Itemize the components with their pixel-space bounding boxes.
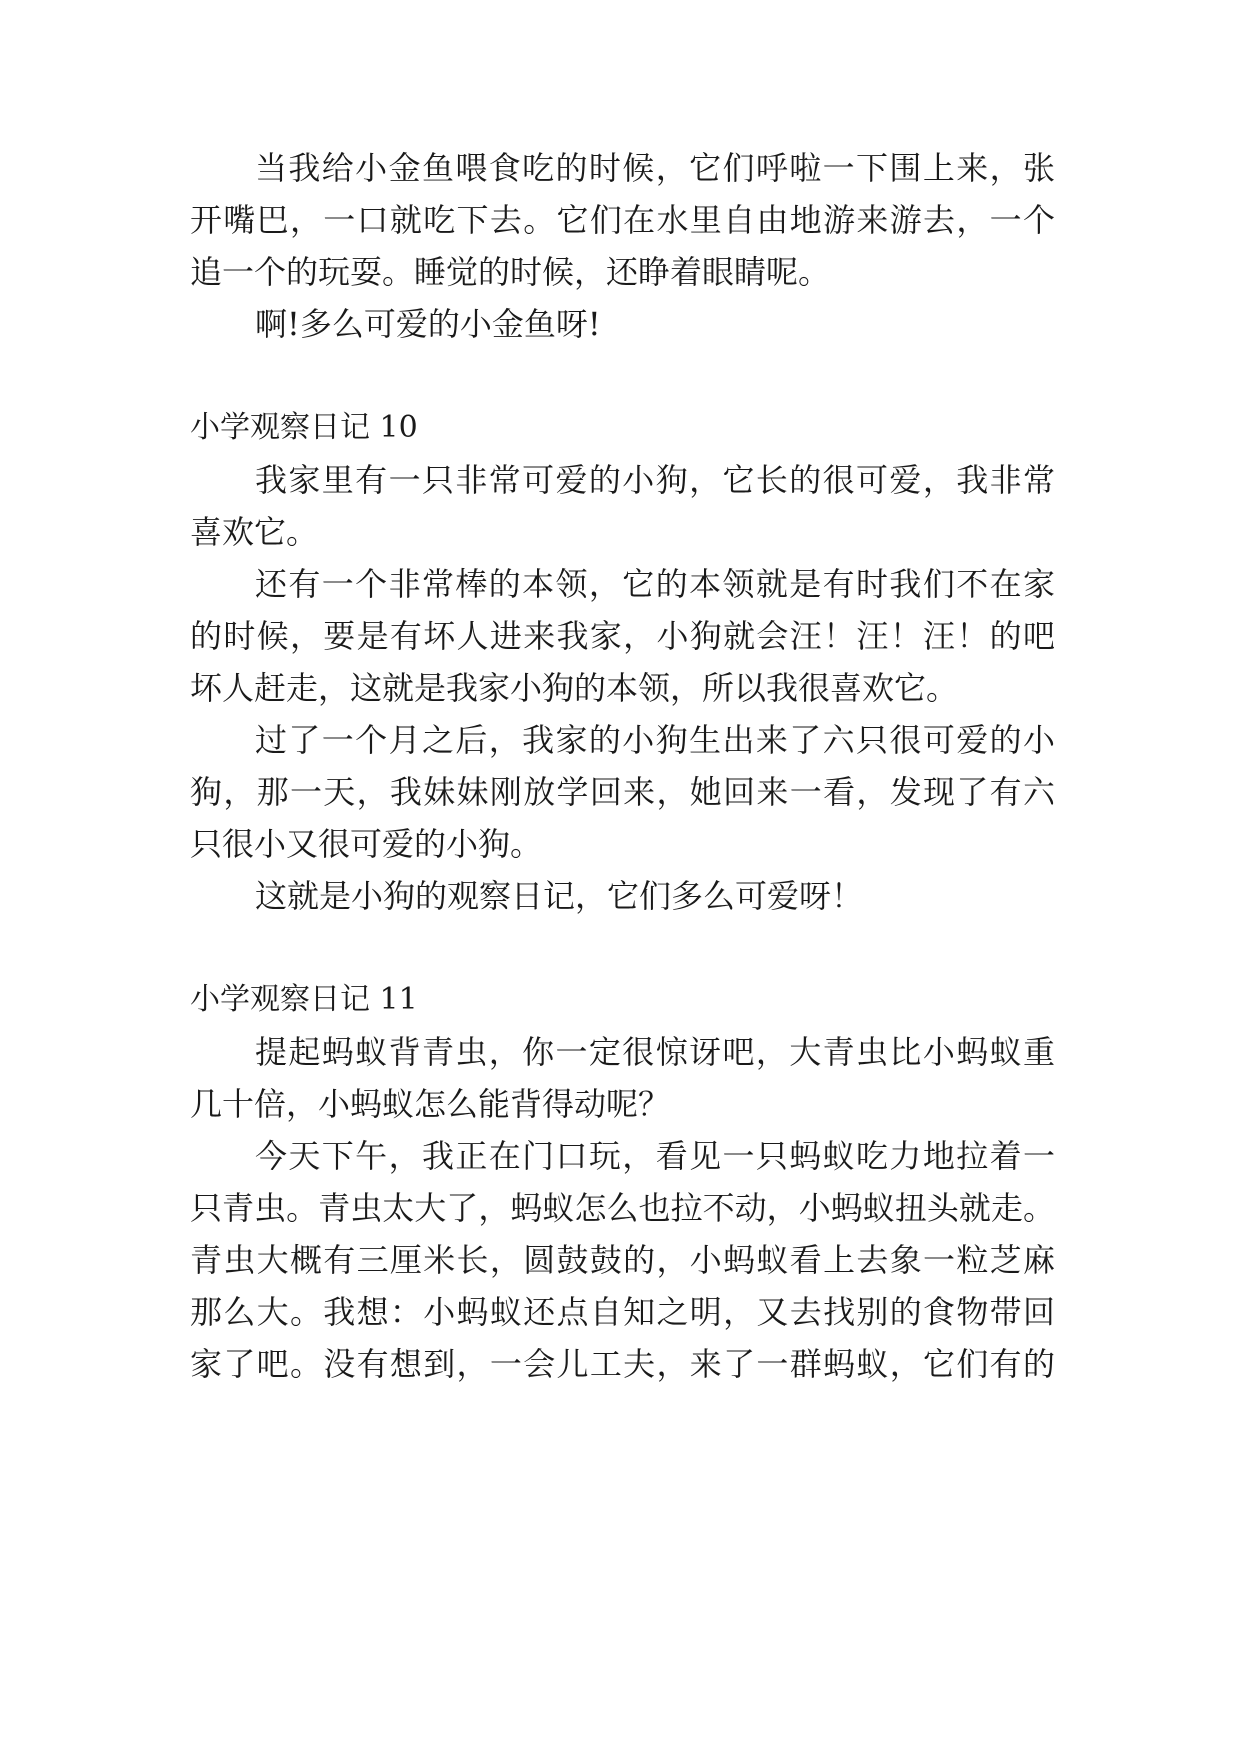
paragraph-line: 几十倍，小蚂蚁怎么能背得动呢？	[190, 1085, 671, 1123]
paragraph-line: 还有一个非常棒的本领，它的本领就是有时我们不在家	[255, 565, 1055, 603]
paragraph-line: 坏人赶走，这就是我家小狗的本领，所以我很喜欢它。	[190, 669, 959, 707]
paragraph-line: 今天下午，我正在门口玩，看见一只蚂蚁吃力地拉着一	[255, 1137, 1055, 1175]
section-title: 小学观察日记 10	[190, 410, 418, 445]
paragraph-line: 只很小又很可爱的小狗。	[190, 825, 543, 863]
paragraph-line: 的时候，要是有坏人进来我家，小狗就会汪！汪！汪！的吧	[190, 617, 1055, 655]
paragraph-line: 提起蚂蚁背青虫，你一定很惊讶吧，大青虫比小蚂蚁重	[255, 1033, 1055, 1071]
paragraph-line: 啊!多么可爱的小金鱼呀!	[255, 305, 601, 343]
paragraph-line: 只青虫。青虫太大了，蚂蚁怎么也拉不动，小蚂蚁扭头就走。	[190, 1189, 1055, 1227]
paragraph-line: 过了一个月之后，我家的小狗生出来了六只很可爱的小	[255, 721, 1055, 759]
paragraph-line: 那么大。我想：小蚂蚁还点自知之明，又去找别的食物带回	[190, 1293, 1055, 1331]
paragraph-line: 开嘴巴，一口就吃下去。它们在水里自由地游来游去，一个	[190, 201, 1055, 239]
paragraph-line: 当我给小金鱼喂食吃的时候，它们呼啦一下围上来，张	[255, 149, 1055, 187]
paragraph-line: 这就是小狗的观察日记，它们多么可爱呀！	[255, 877, 864, 915]
paragraph-line: 狗，那一天，我妹妹刚放学回来，她回来一看，发现了有六	[190, 773, 1055, 811]
paragraph-line: 青虫大概有三厘米长，圆鼓鼓的，小蚂蚁看上去象一粒芝麻	[190, 1241, 1055, 1279]
paragraph-line: 我家里有一只非常可爱的小狗，它长的很可爱，我非常	[255, 461, 1055, 499]
paragraph-line: 追一个的玩耍。睡觉的时候，还睁着眼睛呢。	[190, 253, 831, 291]
paragraph-line: 家了吧。没有想到，一会儿工夫，来了一群蚂蚁，它们有的	[190, 1345, 1055, 1383]
paragraph-line: 喜欢它。	[190, 513, 319, 551]
section-title: 小学观察日记 11	[190, 982, 418, 1017]
